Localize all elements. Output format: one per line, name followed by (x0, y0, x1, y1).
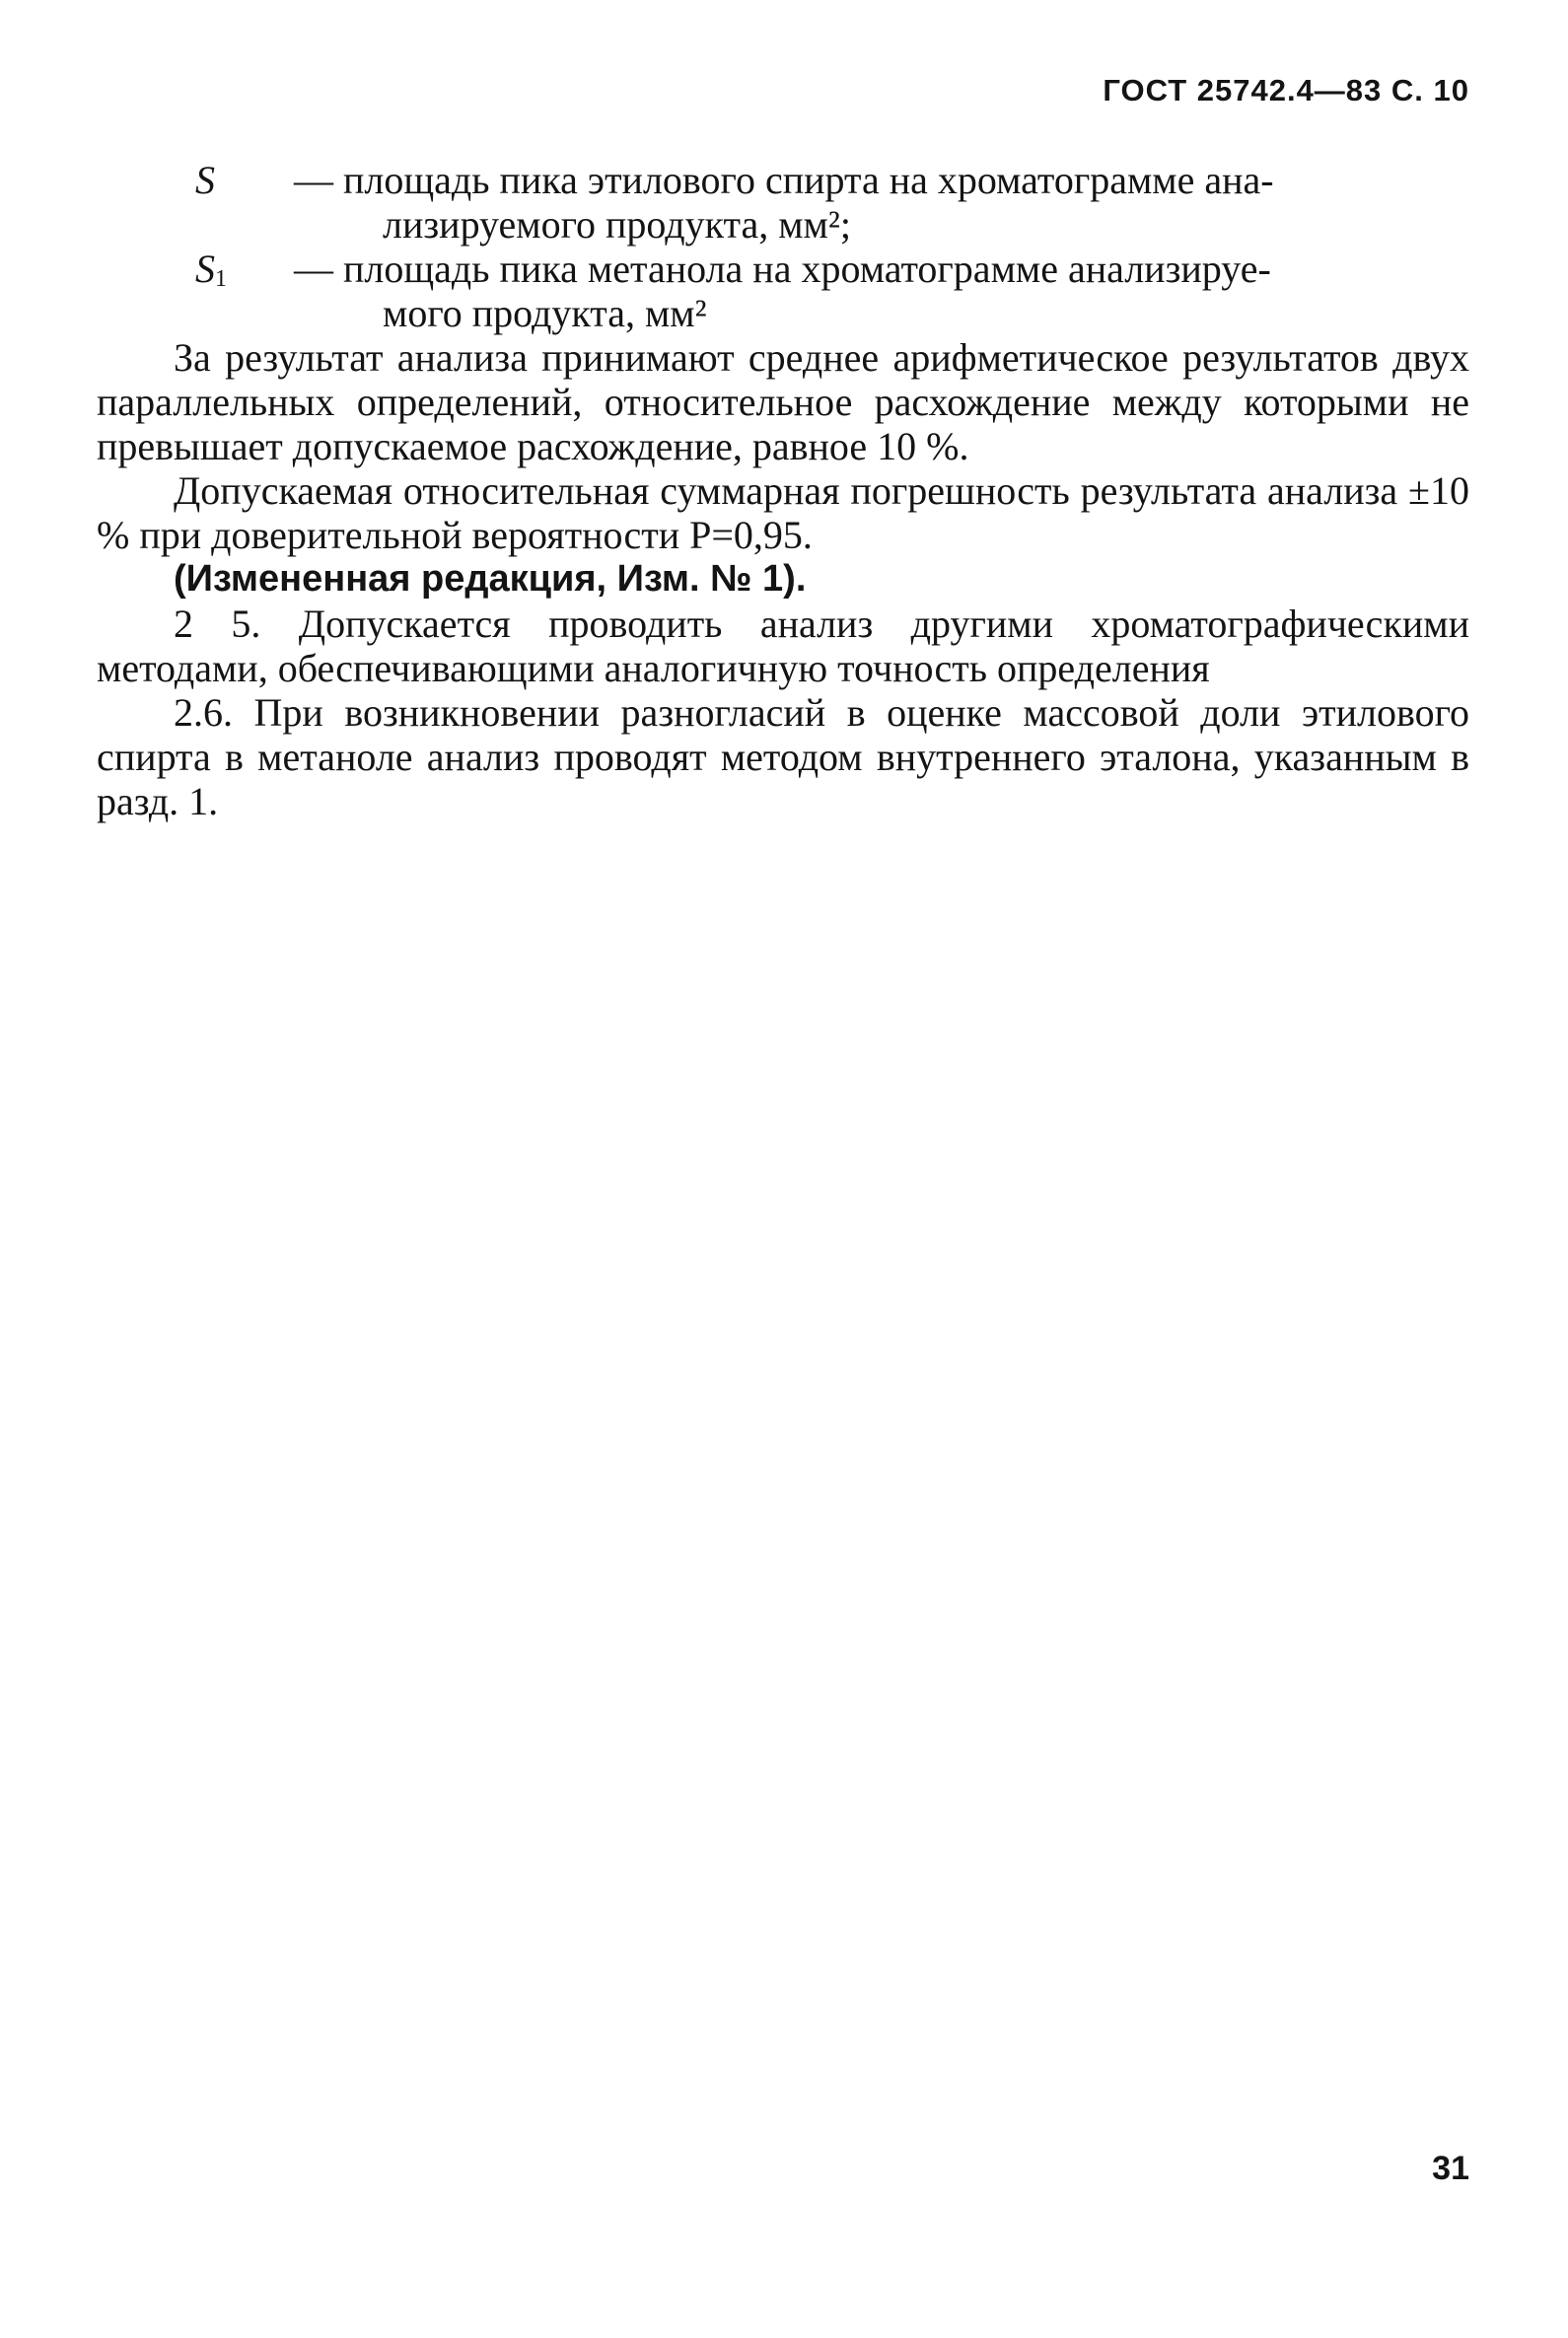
definition-text (294, 247, 1469, 335)
running-header: ГОСТ 25742.4—83 С. 10 (1103, 73, 1469, 107)
document-body (97, 158, 1469, 823)
paragraph-result: За результат анализа принимают среднее арифметическое результатов двух параллельных определений, относительное расхождение между которыми не превышает допускаемое расхождение, равное 10 %. (97, 335, 1469, 468)
definition-s (97, 158, 1469, 247)
symbol-s1 (97, 247, 294, 302)
clause-2-6: 2.6. При возникновении разногласий в оценке массовой доли этилового спирта в метаноле анализ проводят методом внутреннего эталона, указанным в разд. 1. (97, 690, 1469, 823)
definition-line-1: — площадь пика этилового спирта на хроматограмме ана- (294, 158, 1274, 202)
symbol-letter: S (195, 247, 215, 291)
page-number: 31 (1432, 2150, 1469, 2187)
symbol-subscript: 1 (215, 266, 227, 292)
definition-s1 (97, 247, 1469, 335)
definition-line-2: мого продукта, мм² (383, 291, 707, 335)
symbol-letter: S (195, 158, 215, 202)
definition-text (294, 158, 1469, 247)
definition-line-1: — площадь пика метанола на хроматограмме анализируе- (294, 247, 1271, 291)
paragraph-error: Допускаемая относительная суммарная погрешность результата анализа ±10 % при доверительной вероятности P=0,95. (97, 468, 1469, 557)
amendment-note: (Измененная редакция, Изм. № 1). (174, 558, 807, 600)
definition-line-2: лизируемого продукта, мм²; (383, 202, 851, 247)
symbol-s (97, 158, 294, 202)
clause-2-5: 2 5. Допускается проводить анализ другими хроматографическими методами, обеспечивающими аналогичную точность определения (97, 602, 1469, 690)
